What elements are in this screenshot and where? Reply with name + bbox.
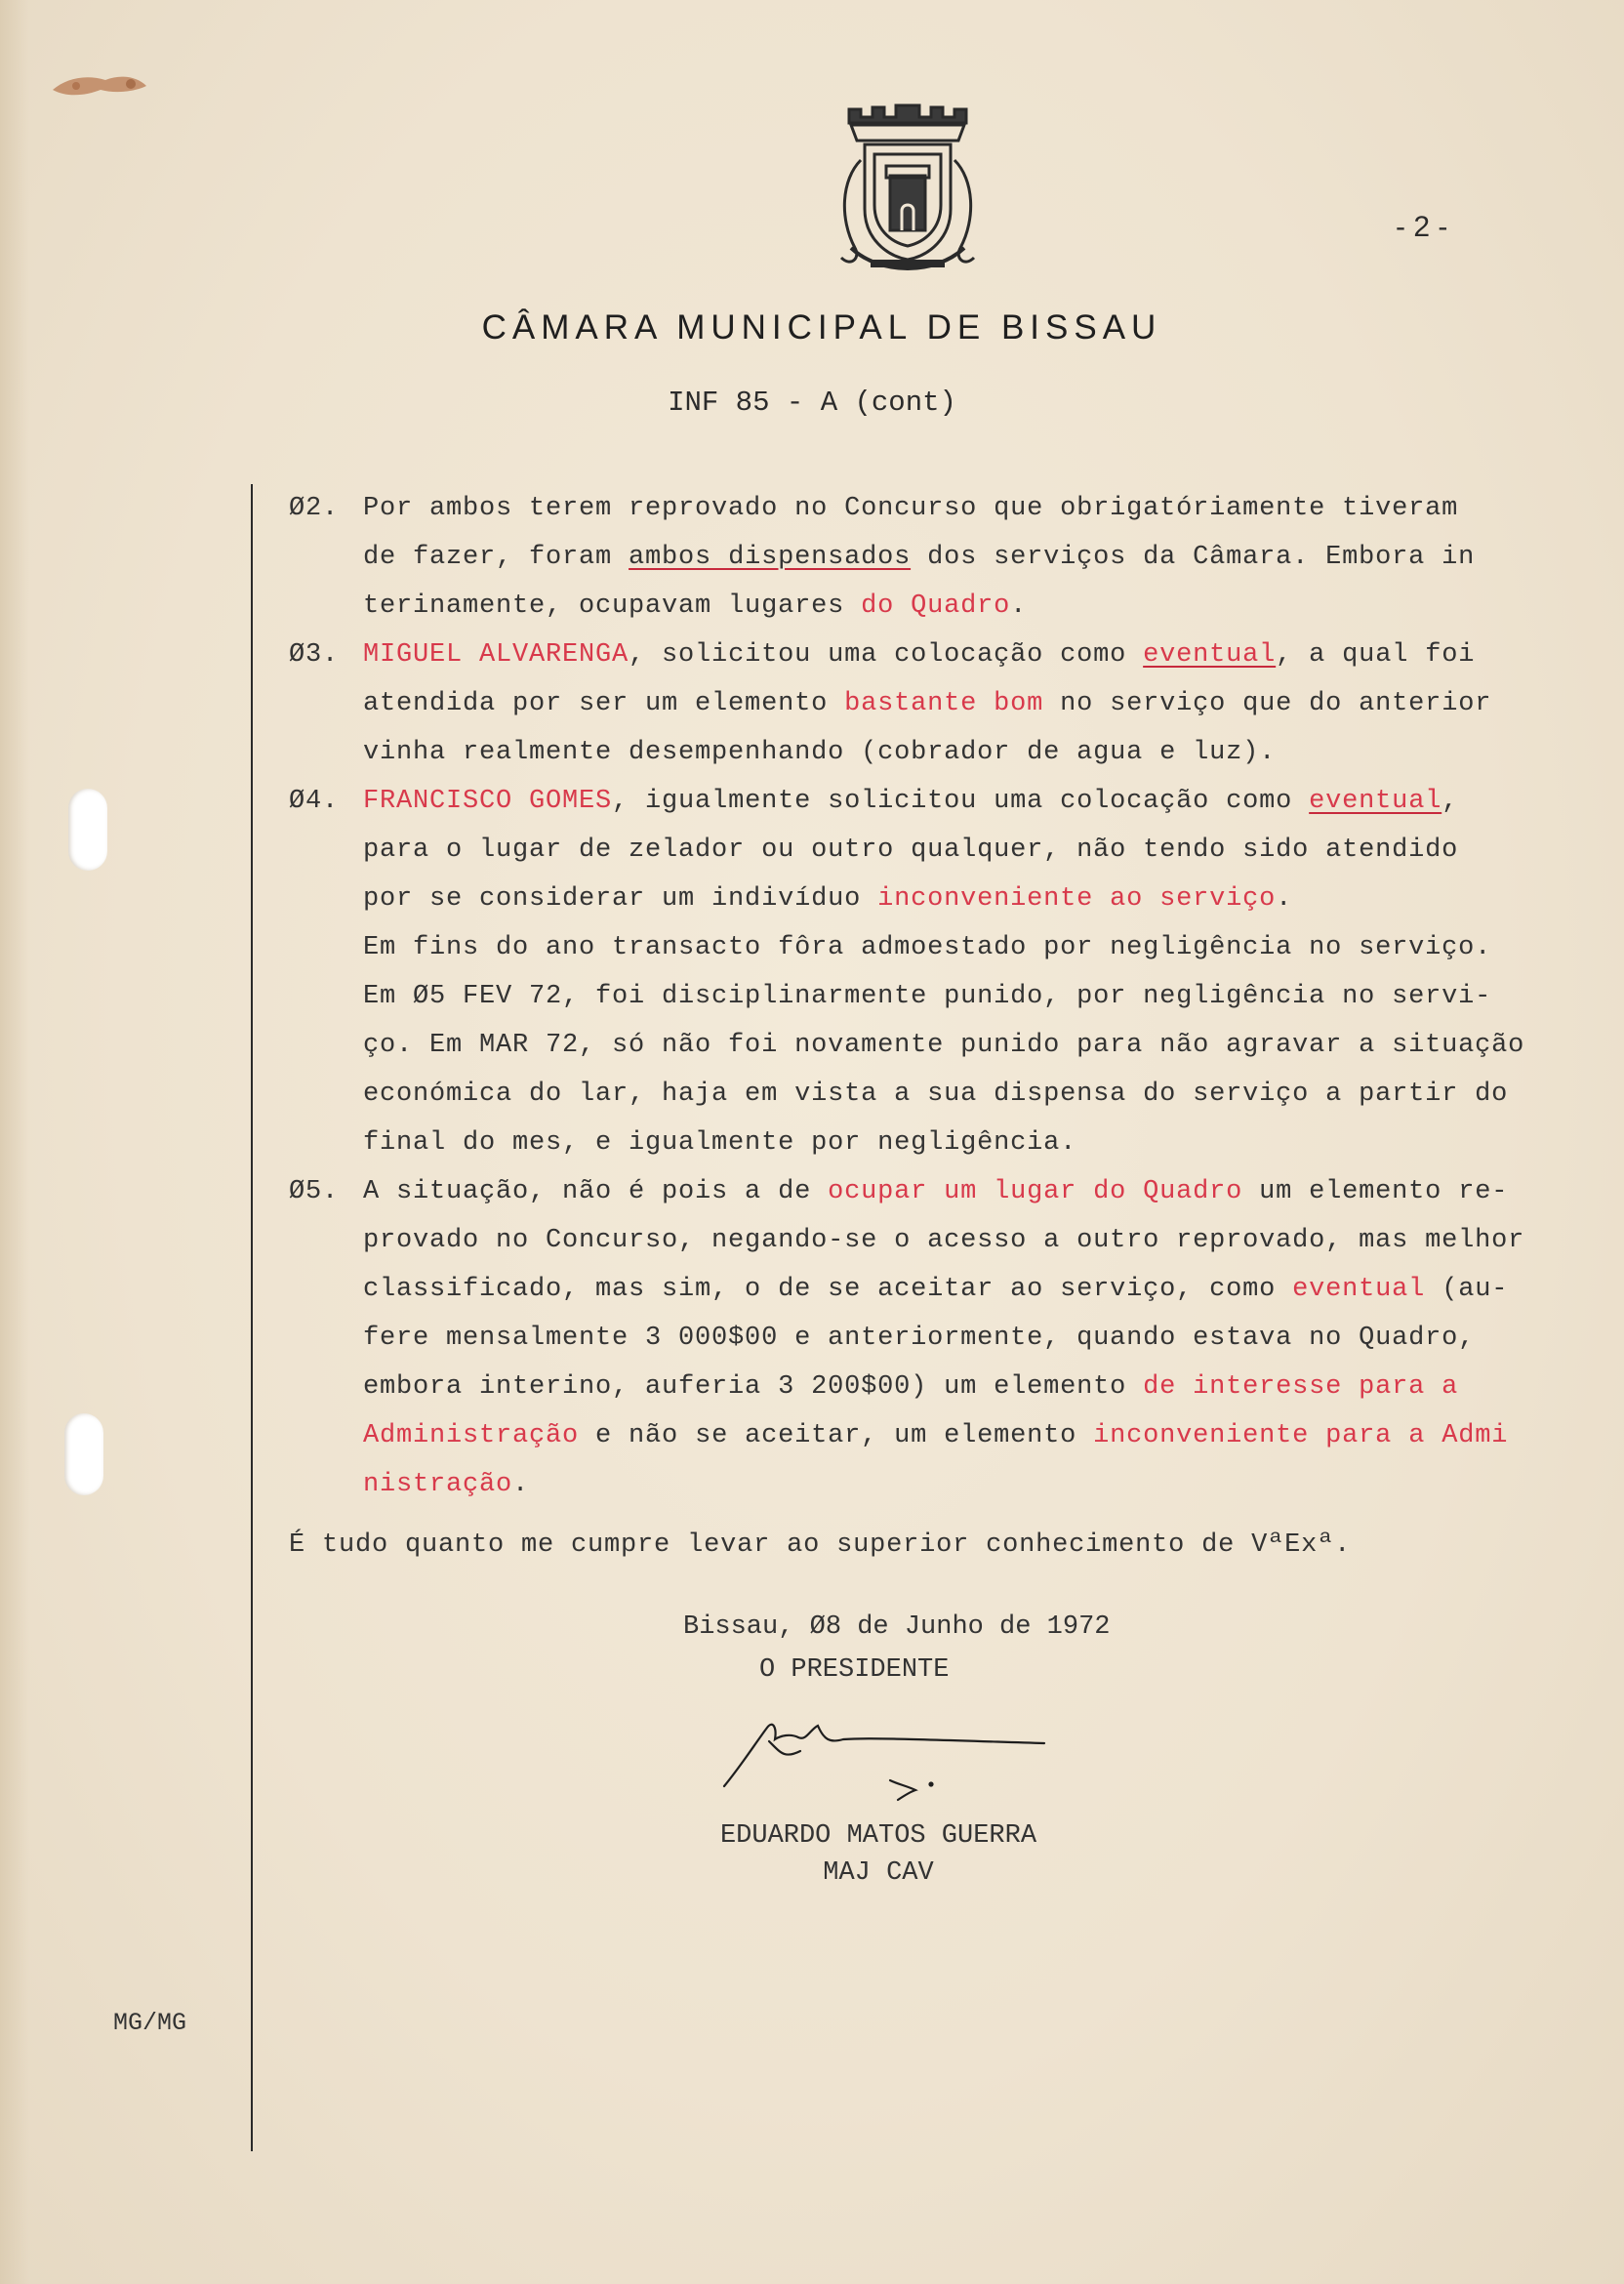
closing-sentence: É tudo quanto me cumpre levar ao superior conhecimento de VªExª. — [289, 1530, 1352, 1560]
text-segment: ço. Em MAR 72, só não foi novamente punido para não agravar a situação — [363, 1031, 1525, 1060]
paragraph-line — [289, 972, 1587, 1021]
paragraph-line — [289, 826, 1587, 875]
text-segment: fere mensalmente 3 000$00 e anteriormente, quando estava no Quadro, — [363, 1324, 1476, 1353]
text-segment: , — [1441, 787, 1459, 816]
margin-rule — [251, 484, 253, 2151]
emphasized-text: inconveniente para a Admi — [1093, 1421, 1509, 1450]
emphasized-text: inconveniente ao serviço — [877, 884, 1277, 914]
paragraph-line — [289, 1070, 1587, 1119]
text-segment: (au- — [1425, 1275, 1509, 1304]
paragraph-number: Ø2. — [289, 494, 340, 523]
text-segment: atendida por ser um elemento — [363, 689, 845, 718]
paragraph-line — [289, 1460, 1587, 1509]
paragraph-line — [289, 923, 1587, 972]
text-segment: . — [1010, 591, 1028, 621]
organization-heading: CÂMARA MUNICIPAL DE BISSAU — [481, 308, 1162, 347]
paragraph-line — [289, 582, 1587, 631]
emphasized-text: eventual — [1309, 787, 1442, 816]
paragraph-line — [289, 1216, 1587, 1265]
paragraph-number: Ø5. — [289, 1177, 340, 1206]
text-segment: no serviço que do anterior — [1043, 689, 1492, 718]
text-segment: e não se aceitar, um elemento — [579, 1421, 1094, 1450]
emphasized-text: ocupar um lugar do Quadro — [828, 1177, 1243, 1206]
place-and-date: Bissau, Ø8 de Junho de 1972 — [683, 1612, 1111, 1642]
text-segment: . — [512, 1470, 530, 1499]
emphasized-text: nistração — [363, 1470, 513, 1499]
emphasized-text: bastante bom — [844, 689, 1044, 718]
paragraph-line — [289, 1119, 1587, 1167]
text-segment: classificado, mas sim, o de se aceitar ao serviço, como — [363, 1275, 1293, 1304]
paragraph-number: Ø4. — [289, 787, 340, 816]
emphasized-text: eventual — [1143, 640, 1277, 670]
text-segment: dos serviços da Câmara. Embora in — [911, 543, 1476, 572]
signature-block — [683, 1612, 1111, 1685]
paragraph-line — [289, 777, 1587, 826]
paragraph-number: Ø3. — [289, 640, 340, 670]
punch-hole-top — [68, 789, 107, 871]
typist-initials: MG/MG — [113, 2009, 187, 2037]
emphasized-text: de interesse para a — [1143, 1372, 1459, 1402]
text-segment: vinha realmente desempenhando (cobrador de agua e luz). — [363, 738, 1277, 767]
paragraph-line — [289, 1167, 1587, 1216]
punch-hole-bottom — [64, 1413, 103, 1495]
rust-stain — [47, 64, 154, 103]
text-segment: , igualmente solicitou uma colocação como — [612, 787, 1310, 816]
paragraph-line — [289, 1363, 1587, 1411]
text-segment: de fazer, foram — [363, 543, 629, 572]
emphasized-text: MIGUEL ALVARENGA — [363, 640, 629, 670]
municipal-coat-of-arms — [822, 102, 994, 279]
text-segment: por se considerar um indivíduo — [363, 884, 878, 914]
signatory — [683, 1817, 1074, 1892]
signatory-name: EDUARDO MATOS GUERRA — [719, 1821, 1037, 1851]
paragraph-line — [289, 484, 1587, 533]
text-segment: Em fins do ano transacto fôra admoestado por negligência no serviço. — [363, 933, 1492, 962]
paragraph-line — [289, 631, 1587, 679]
emphasized-text: FRANCISCO GOMES — [363, 787, 613, 816]
emphasized-text: eventual — [1292, 1275, 1426, 1304]
paragraph — [289, 777, 1587, 1167]
text-segment: . — [1276, 884, 1293, 914]
emphasized-text: ambos dispensados — [629, 543, 912, 572]
text-segment: , a qual foi — [1276, 640, 1476, 670]
signatory-rank: MAJ CAV — [823, 1858, 934, 1888]
text-segment: Em Ø5 FEV 72, foi disciplinarmente punido, por negligência no servi- — [363, 982, 1492, 1011]
text-segment: Por ambos terem reprovado no Concurso que obrigatóriamente tiveram — [363, 494, 1459, 523]
text-segment: A situação, não é pois a de — [363, 1177, 829, 1206]
page-number: - 2 - — [1396, 211, 1448, 243]
handwritten-signature — [722, 1706, 1054, 1804]
text-segment: um elemento re- — [1242, 1177, 1509, 1206]
numbered-paragraphs — [289, 484, 1587, 1509]
emphasized-text: do Quadro — [861, 591, 1011, 621]
paragraph — [289, 1167, 1587, 1509]
paragraph-line — [289, 728, 1587, 777]
text-segment: provado no Concurso, negando-se o acesso a outro reprovado, mas melhor — [363, 1226, 1525, 1255]
text-segment: para o lugar de zelador ou outro qualquer, não tendo sido atendido — [363, 836, 1459, 865]
text-segment: económica do lar, haja em vista a sua dispensa do serviço a partir do — [363, 1080, 1509, 1109]
text-segment: embora interino, auferia 3 200$00) um elemento — [363, 1372, 1144, 1402]
text-segment: , solicitou uma colocação como — [629, 640, 1144, 670]
paragraph-line — [289, 875, 1587, 923]
paragraph-line — [289, 1021, 1587, 1070]
paragraph — [289, 631, 1587, 777]
paragraph-line — [289, 533, 1587, 582]
document-reference: INF 85 - A (cont) — [668, 387, 956, 419]
signatory-role: O PRESIDENTE — [759, 1655, 950, 1685]
text-segment: final do mes, e igualmente por negligência. — [363, 1128, 1077, 1158]
emphasized-text: Administração — [363, 1421, 580, 1450]
paragraph-line — [289, 679, 1587, 728]
paragraph-line — [289, 1265, 1587, 1314]
paragraph-line — [289, 1411, 1587, 1460]
paragraph — [289, 484, 1587, 631]
paragraph-line — [289, 1314, 1587, 1363]
text-segment: terinamente, ocupavam lugares — [363, 591, 862, 621]
